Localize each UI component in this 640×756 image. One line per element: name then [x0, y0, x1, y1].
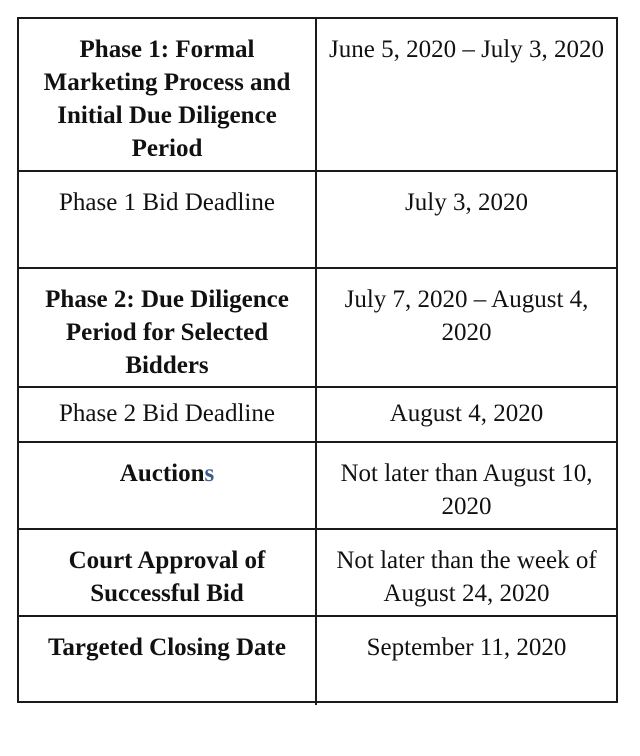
milestone-label: Court Approval of Successful Bid — [68, 547, 266, 607]
milestone-date: September 11, 2020 — [366, 634, 567, 661]
milestone-date: June 5, 2020 – July 3, 2020 — [329, 36, 604, 63]
date-cell — [317, 617, 616, 705]
schedule-table — [17, 17, 618, 703]
date-cell — [317, 19, 616, 172]
milestone-date: Not later than August 10, 2020 — [340, 460, 593, 520]
milestone-cell — [19, 530, 317, 617]
milestone-label: Phase 2: Due Diligence Period for Selected Bidders — [45, 286, 289, 379]
milestone-date: July 7, 2020 – August 4, 2020 — [344, 286, 589, 346]
milestone-cell — [19, 269, 317, 388]
milestone-label: Phase 1: Formal Marketing Process and Initial Due Diligence Period — [43, 36, 291, 162]
milestone-cell — [19, 19, 317, 172]
milestone-date: July 3, 2020 — [405, 189, 528, 216]
date-cell — [317, 388, 616, 443]
date-cell — [317, 443, 616, 530]
milestone-cell — [19, 617, 317, 705]
milestone-date: August 4, 2020 — [389, 400, 544, 427]
milestone-cell — [19, 388, 317, 443]
milestone-label: Phase 1 Bid Deadline — [59, 189, 275, 216]
milestone-date: Not later than the week of August 24, 2020 — [336, 547, 597, 607]
milestone-label: Targeted Closing Date — [48, 634, 286, 661]
date-cell — [317, 172, 616, 269]
milestone-label: Phase 2 Bid Deadline — [59, 400, 275, 427]
milestone-label-suffix: s — [204, 460, 215, 487]
date-cell — [317, 269, 616, 388]
milestone-cell — [19, 443, 317, 530]
milestone-label: Auction — [119, 460, 205, 487]
milestone-cell — [19, 172, 317, 269]
date-cell — [317, 530, 616, 617]
